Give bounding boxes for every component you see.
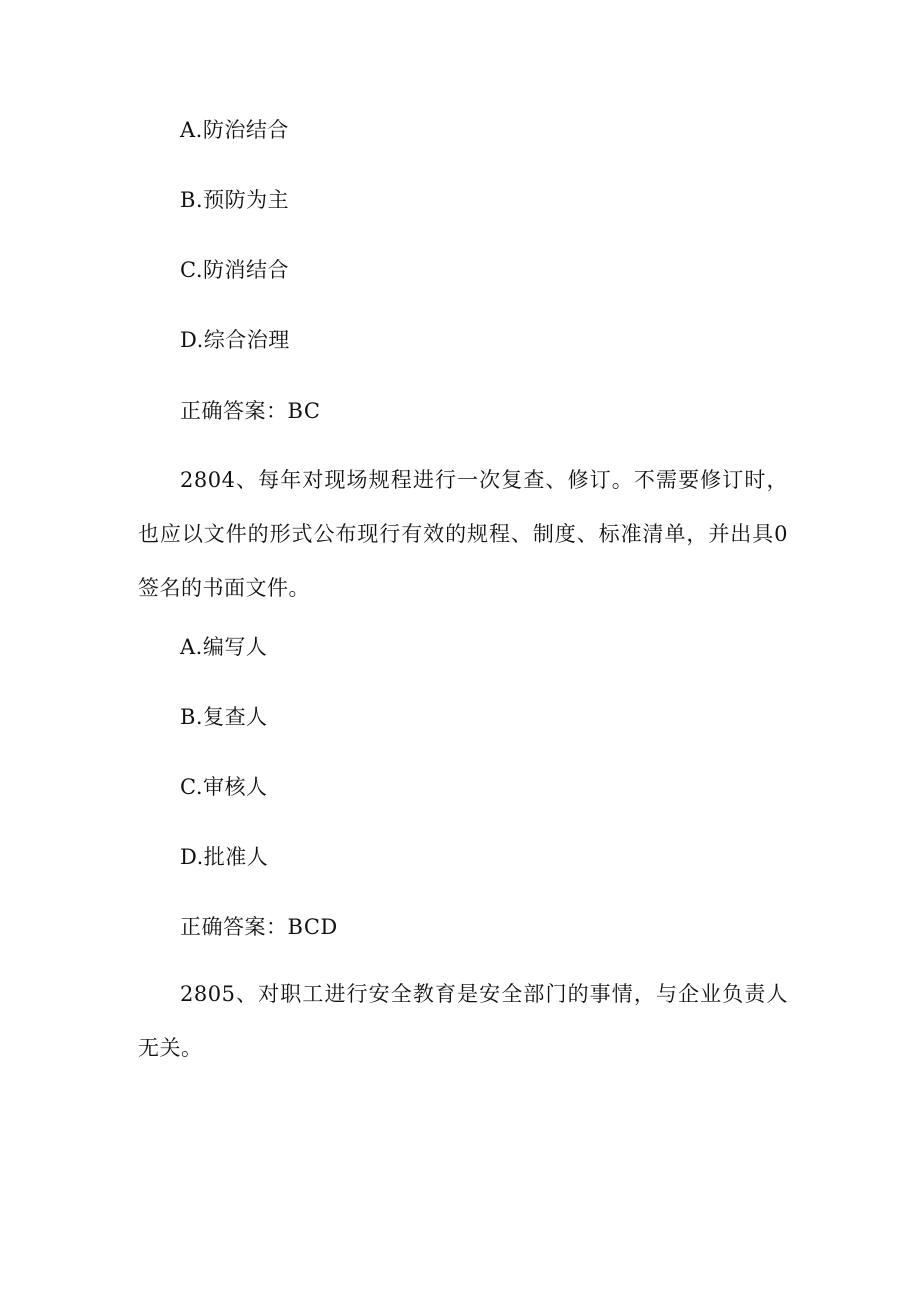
option-d: D.批准人 — [180, 845, 269, 869]
option-b: B.复查人 — [180, 705, 268, 729]
answer-line: 正确答案：BCD — [180, 915, 338, 939]
question-2805-text: 2805、对职工进行安全教育是安全部门的事情，与企业负责人无关。 — [138, 982, 788, 1060]
option-d: D.综合治理 — [180, 328, 290, 352]
option-a: A.编写人 — [180, 635, 268, 659]
option-c: C.防消结合 — [180, 258, 289, 282]
answer-line: 正确答案：BC — [180, 399, 321, 423]
option-a: A.防治结合 — [180, 118, 289, 142]
question-2804-text: 2804、每年对现场规程进行一次复查、修订。不需要修订时，也应以文件的形式公布现行有效的规程、制度、标准清单，并出具0签名的书面文件。 — [138, 468, 788, 600]
option-c: C.审核人 — [180, 775, 268, 799]
option-b: B.预防为主 — [180, 188, 290, 212]
